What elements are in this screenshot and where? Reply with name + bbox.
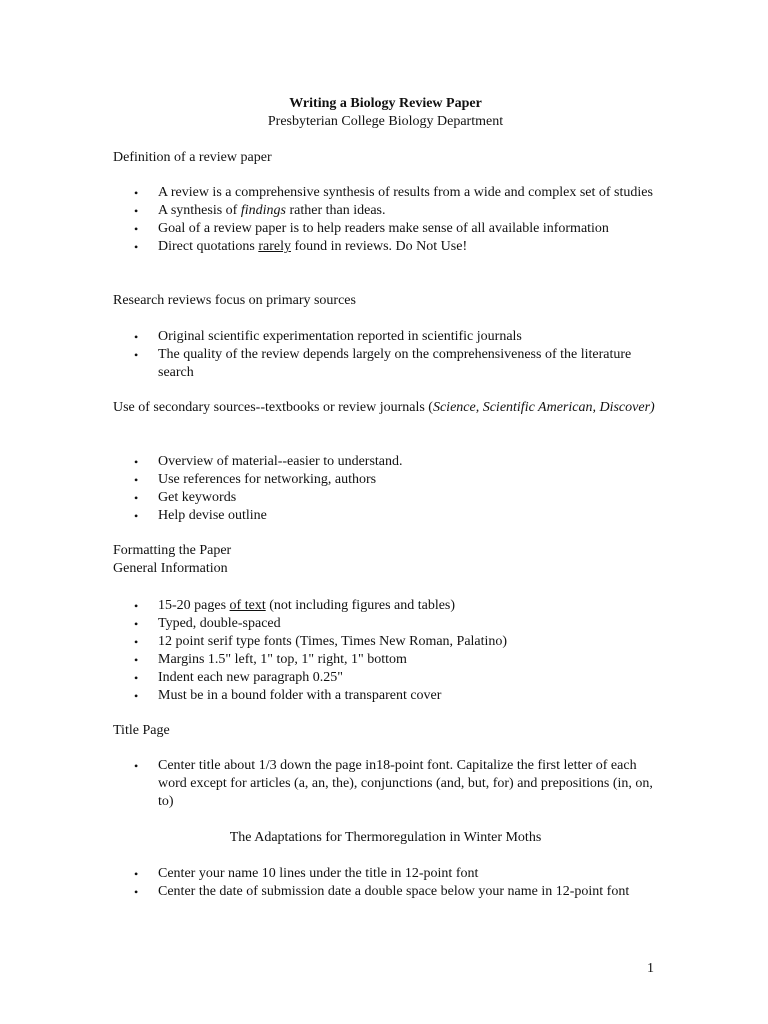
list-item: • Original scientific experimentation reported in scientific journals bbox=[134, 328, 658, 346]
list-item: • Margins 1.5" left, 1" top, 1" right, 1" bottom bbox=[134, 651, 658, 669]
section-heading-primary: Research reviews focus on primary sources bbox=[113, 293, 356, 308]
section-heading-definition: Definition of a review paper bbox=[113, 150, 272, 165]
list-item: • Typed, double-spaced bbox=[134, 615, 658, 633]
list-item: • Direct quotations rarely found in reviews. Do Not Use! bbox=[134, 238, 658, 256]
example-title: The Adaptations for Thermoregulation in Winter Moths bbox=[229, 830, 542, 845]
title-page-list bbox=[134, 757, 658, 811]
list-item: • Get keywords bbox=[134, 489, 658, 507]
title-page-list-2 bbox=[134, 865, 658, 901]
list-item: • Help devise outline bbox=[134, 507, 658, 525]
page-title: Writing a Biology Review Paper bbox=[289, 96, 482, 111]
section-heading-title-page: Title Page bbox=[113, 723, 170, 738]
list-item: • 12 point serif type fonts (Times, Times New Roman, Palatino) bbox=[134, 633, 658, 651]
list-item: • Overview of material--easier to understand. bbox=[134, 453, 658, 471]
list-item: • Center the date of submission date a double space below your name in 12-point font bbox=[134, 883, 658, 901]
list-item: • Use references for networking, authors bbox=[134, 471, 658, 489]
section-subheading-general: General Information bbox=[113, 561, 228, 576]
list-item: • Must be in a bound folder with a transparent cover bbox=[134, 687, 658, 705]
list-item: • Goal of a review paper is to help readers make sense of all available information bbox=[134, 220, 658, 238]
primary-list bbox=[134, 328, 658, 382]
list-item: • Indent each new paragraph 0.25" bbox=[134, 669, 658, 687]
list-item: • The quality of the review depends largely on the comprehensiveness of the literature search bbox=[134, 346, 658, 382]
definition-list bbox=[134, 184, 658, 256]
formatting-list bbox=[134, 597, 658, 705]
page-number: 1 bbox=[647, 961, 654, 976]
section-heading-formatting: Formatting the Paper bbox=[113, 543, 232, 558]
list-item: • A synthesis of findings rather than ideas. bbox=[134, 202, 658, 220]
page-subtitle: Presbyterian College Biology Department bbox=[267, 114, 504, 129]
secondary-list bbox=[134, 453, 658, 525]
list-item: • Center your name 10 lines under the title in 12-point font bbox=[134, 865, 658, 883]
section-heading-secondary: Use of secondary sources--textbooks or review journals (Science, Scientific American, Discover) bbox=[113, 400, 655, 415]
list-item: • Center title about 1/3 down the page in18-point font. Capitalize the first letter of each word except for articles (a, an, the), conjunctions (and, but, for) and prepositions (in, on, to) bbox=[134, 757, 658, 811]
list-item: • 15-20 pages of text (not including figures and tables) bbox=[134, 597, 658, 615]
list-item: • A review is a comprehensive synthesis of results from a wide and complex set of studies bbox=[134, 184, 658, 202]
